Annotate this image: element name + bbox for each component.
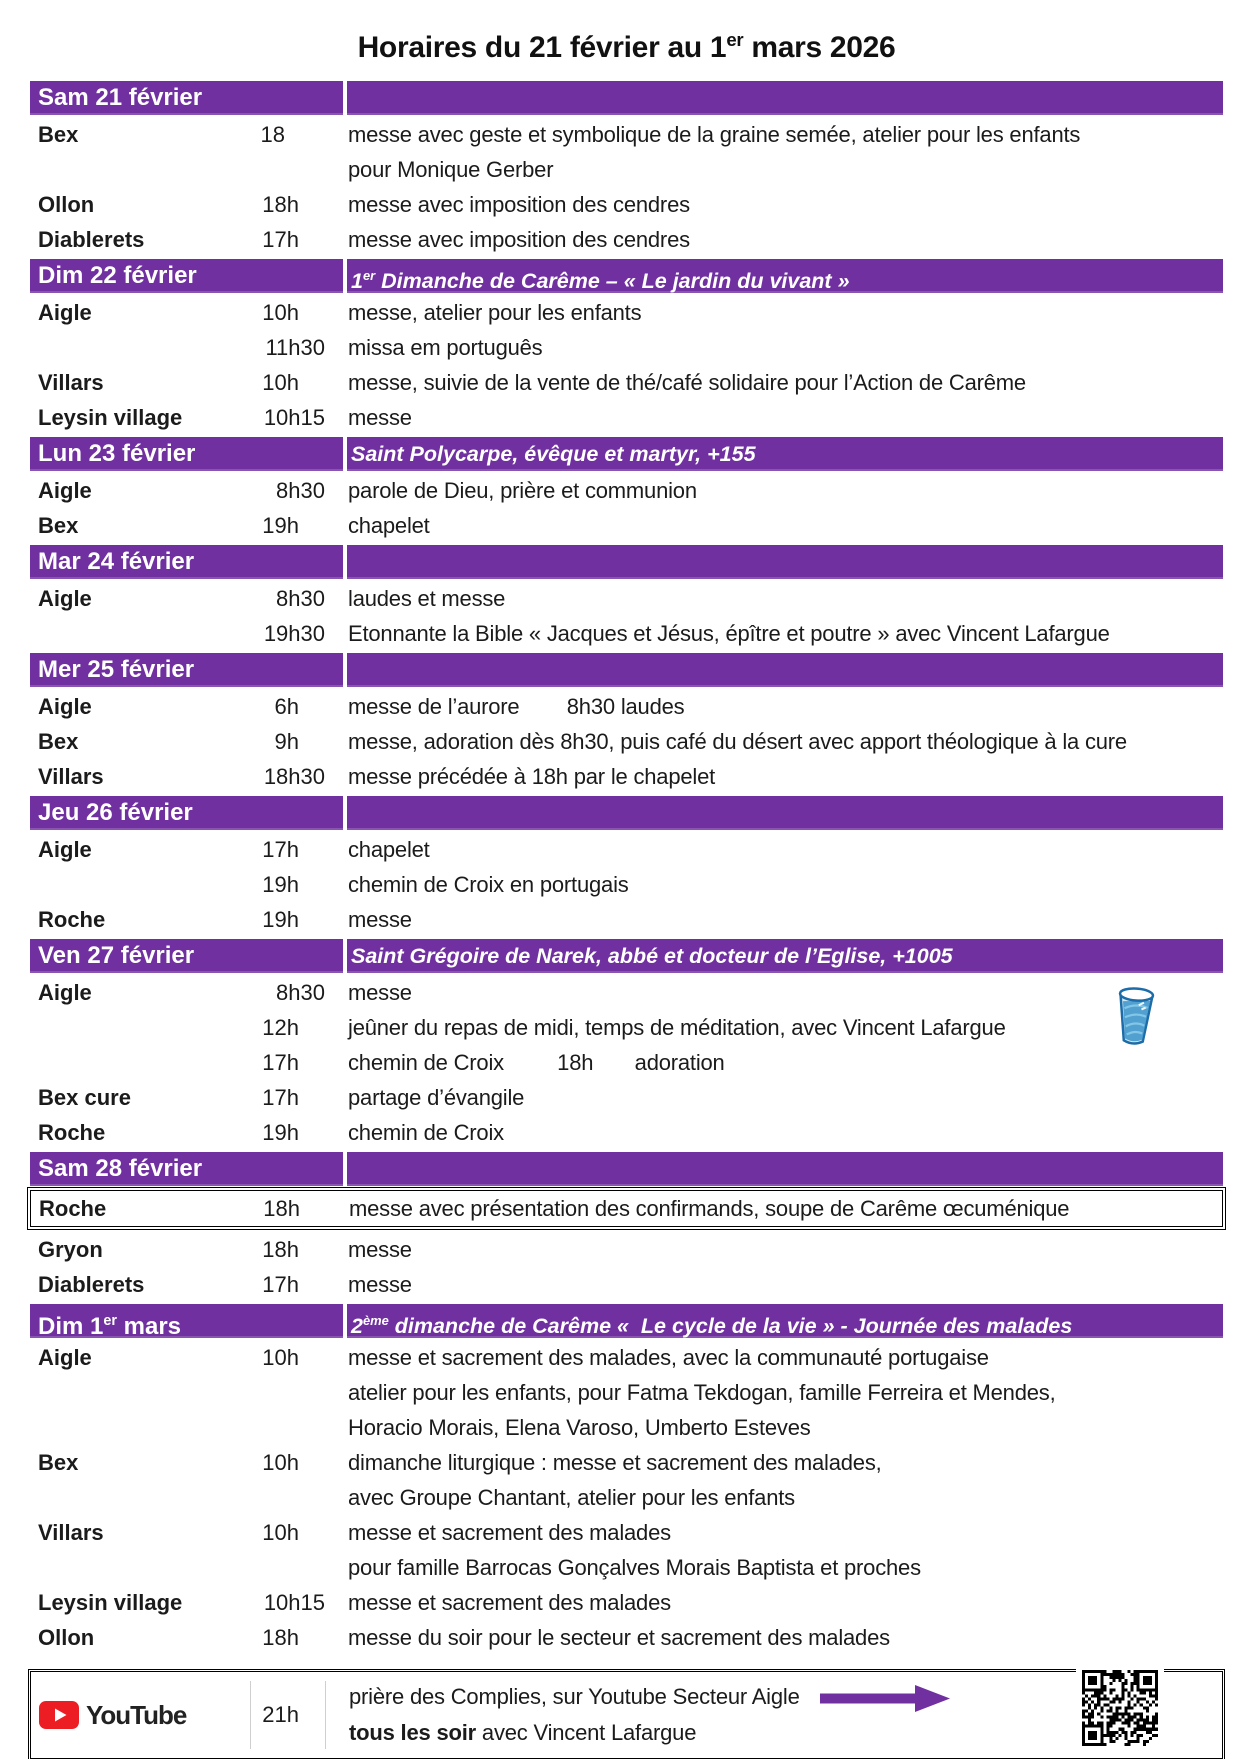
- day-label: [30, 1304, 343, 1338]
- label-text: Sam 21 février: [38, 84, 203, 111]
- description-cell: [325, 1267, 1223, 1302]
- description-cell: [325, 1620, 1223, 1655]
- schedule-row: [30, 1080, 1223, 1115]
- day-bar: [30, 1304, 1223, 1338]
- schedule-table: [30, 81, 1223, 1655]
- schedule-row: [30, 187, 1223, 222]
- description-cell: [325, 689, 1223, 724]
- day-bar: [30, 259, 1223, 293]
- time-cell: 10h: [262, 1450, 299, 1475]
- time-cell: 6h: [274, 694, 299, 719]
- label-text-end: Dimanche de Carême – « Le jardin du vivant »: [375, 269, 850, 293]
- time-cell: 18h: [263, 1196, 300, 1221]
- location-cell: Bex: [38, 122, 79, 147]
- description-cell: [325, 1585, 1223, 1620]
- time-cell: 18: [260, 122, 285, 147]
- youtube-logo: [31, 1681, 251, 1749]
- day-subtitle: [347, 545, 1223, 579]
- time-cell: 8h30: [276, 478, 325, 503]
- time-cell: 12h: [262, 1015, 299, 1040]
- location-cell: Villars: [38, 764, 104, 789]
- day-subtitle: [347, 796, 1223, 830]
- day-bar: [30, 1152, 1223, 1186]
- label-text-end: dimanche de Carême « Le cycle de la vie » - Journée des malades: [388, 1314, 1073, 1338]
- schedule-row: [30, 400, 1223, 435]
- location-cell: Ollon: [38, 1625, 95, 1650]
- time-cell: 17h: [262, 1085, 299, 1110]
- description-line: messe, adoration dès 8h30, puis café du désert avec apport théologique à la cure: [348, 729, 1127, 754]
- day-section: [30, 81, 1223, 257]
- label-text: Saint Polycarpe, évêque et martyr, +155: [351, 442, 756, 466]
- day-section: [30, 259, 1223, 435]
- day-subtitle: [347, 259, 1223, 293]
- schedule-page: [30, 0, 1223, 1759]
- day-label: [30, 81, 343, 115]
- time-cell: 17h: [262, 1050, 299, 1075]
- description-line: messe: [348, 980, 412, 1005]
- location-cell: Aigle: [38, 694, 92, 719]
- time-cell: 17h: [262, 1272, 299, 1297]
- description-cell: [325, 867, 1223, 902]
- description-cell: [325, 295, 1223, 330]
- label-text: Dim 1: [38, 1313, 104, 1340]
- description-cell: [325, 902, 1223, 937]
- day-label: [30, 437, 343, 471]
- description-line: messe: [348, 405, 412, 430]
- location-cell: Aigle: [38, 980, 92, 1005]
- time-cell: 18h30: [263, 764, 325, 789]
- label-superscript: ème: [362, 1313, 389, 1328]
- label-text: 1: [351, 269, 363, 293]
- day-label: [30, 545, 343, 579]
- description-line: partage d’évangile: [348, 1085, 525, 1110]
- description-cell: [325, 330, 1223, 365]
- schedule-row: [30, 724, 1223, 759]
- day-label: [30, 653, 343, 687]
- schedule-row: [30, 473, 1223, 508]
- description-line: messe: [348, 1272, 412, 1297]
- label-text-end: mars: [116, 1313, 182, 1340]
- description-line: atelier pour les enfants, pour Fatma Tekdogan, famille Ferreira et Mendes,: [348, 1380, 1056, 1405]
- location-cell: Villars: [38, 1520, 104, 1545]
- footer-row: [31, 1679, 1222, 1751]
- label-text: Sam 28 février: [38, 1155, 203, 1182]
- day-bar: [30, 653, 1223, 687]
- location-cell: Aigle: [38, 478, 92, 503]
- day-label: [30, 259, 343, 293]
- day-bar: [30, 545, 1223, 579]
- description-line: messe avec présentation des confirmands, soupe de Carême œcuménique: [349, 1196, 1070, 1221]
- schedule-row: [30, 1115, 1223, 1150]
- schedule-row: [30, 902, 1223, 937]
- description-line: pour famille Barrocas Gonçalves Morais Baptista et proches: [348, 1555, 921, 1580]
- time-cell: 19h: [262, 907, 299, 932]
- description-line: chapelet: [348, 513, 430, 538]
- description-cell: [325, 975, 1223, 1010]
- time-cell: 10h15: [263, 1590, 325, 1615]
- description-line: messe: [348, 907, 412, 932]
- schedule-row: [30, 616, 1223, 651]
- time-cell: 11h30: [265, 335, 325, 360]
- description-line: messe, atelier pour les enfants: [348, 300, 642, 325]
- day-label: [30, 1152, 343, 1186]
- location-cell: Villars: [38, 370, 104, 395]
- description-line: parole de Dieu, prière et communion: [348, 478, 697, 503]
- location-cell: Aigle: [38, 586, 92, 611]
- time-cell: 10h: [262, 1520, 299, 1545]
- schedule-row: [30, 1045, 1223, 1080]
- location-cell: Aigle: [38, 837, 92, 862]
- time-cell: 19h: [262, 1120, 299, 1145]
- schedule-row: [30, 1267, 1223, 1302]
- location-cell: Roche: [39, 1196, 107, 1221]
- description-line: chapelet: [348, 837, 430, 862]
- footer-time: 21h: [251, 1681, 326, 1749]
- location-cell: Roche: [38, 907, 106, 932]
- day-label: [30, 796, 343, 830]
- description-cell: [325, 508, 1223, 543]
- day-section: [30, 1152, 1223, 1302]
- day-subtitle: [347, 653, 1223, 687]
- youtube-footer: [30, 1671, 1223, 1759]
- location-cell: Leysin village: [38, 1590, 183, 1615]
- description-line: messe: [348, 1237, 412, 1262]
- time-cell: 18h: [262, 1237, 299, 1262]
- time-cell: 18h: [262, 1625, 299, 1650]
- location-cell: Roche: [38, 1120, 106, 1145]
- description-line: avec Groupe Chantant, atelier pour les enfants: [348, 1485, 795, 1510]
- description-cell: [325, 400, 1223, 435]
- schedule-row: [30, 330, 1223, 365]
- time-cell: 18h: [262, 192, 299, 217]
- day-subtitle: [347, 1152, 1223, 1186]
- description-line: jeûner du repas de midi, temps de méditation, avec Vincent Lafargue: [348, 1015, 1006, 1040]
- schedule-row: [30, 508, 1223, 543]
- location-cell: Leysin village: [38, 405, 183, 430]
- location-cell: Ollon: [38, 192, 95, 217]
- location-cell: Gryon: [38, 1237, 103, 1262]
- location-cell: Aigle: [38, 300, 92, 325]
- footer-line2-rest: avec Vincent Lafargue: [476, 1720, 697, 1745]
- description-cell: [325, 724, 1223, 759]
- schedule-row: [30, 759, 1223, 794]
- description-line: dimanche liturgique : messe et sacrement des malades,: [348, 1450, 882, 1475]
- footer-line1-text: prière des Complies, sur Youtube Secteur Aigle: [349, 1684, 800, 1709]
- description-cell: [325, 1080, 1223, 1115]
- label-text: 2: [351, 1314, 363, 1338]
- day-subtitle: [347, 1304, 1223, 1338]
- description-cell: [325, 1515, 1223, 1585]
- label-superscript: er: [103, 1313, 117, 1329]
- time-cell: 9h: [274, 729, 299, 754]
- label-text: Mar 24 février: [38, 548, 195, 575]
- time-cell: 19h: [262, 872, 299, 897]
- page-title-text: Horaires du 21 février au 1: [357, 31, 727, 64]
- schedule-row: [30, 867, 1223, 902]
- schedule-row: [30, 1515, 1223, 1585]
- description-line: messe avec imposition des cendres: [348, 192, 690, 217]
- day-subtitle: [347, 81, 1223, 115]
- day-bar: [30, 939, 1223, 973]
- location-cell: Aigle: [38, 1345, 92, 1370]
- description-line: messe avec geste et symbolique de la graine semée, atelier pour les enfants: [348, 122, 1081, 147]
- schedule-row: [30, 222, 1223, 257]
- description-line: messe du soir pour le secteur et sacrement des malades: [348, 1625, 890, 1650]
- description-line: messe, suivie de la vente de thé/café solidaire pour l’Action de Carême: [348, 370, 1026, 395]
- time-cell: 19h30: [263, 621, 325, 646]
- location-cell: Bex cure: [38, 1085, 131, 1110]
- schedule-row: [30, 1620, 1223, 1655]
- schedule-row: [30, 975, 1223, 1010]
- label-text: Lun 23 février: [38, 440, 196, 467]
- description-line: chemin de Croix: [348, 1120, 504, 1145]
- time-cell: 8h30: [276, 980, 325, 1005]
- day-section: [30, 653, 1223, 794]
- description-cell: [326, 1191, 1222, 1226]
- highlight-box: [30, 1190, 1223, 1227]
- label-text: Dim 22 février: [38, 262, 197, 289]
- day-subtitle: [347, 939, 1223, 973]
- location-cell: Bex: [38, 513, 79, 538]
- qr-code: [1076, 1664, 1164, 1752]
- schedule-row: [31, 1191, 1222, 1226]
- day-section: [30, 939, 1223, 1150]
- label-superscript: er: [362, 268, 376, 283]
- location-cell: Bex: [38, 729, 79, 754]
- location-cell: Diablerets: [38, 1272, 145, 1297]
- arrow-right-icon: [820, 1684, 950, 1713]
- description-line: messe et sacrement des malades: [348, 1520, 671, 1545]
- schedule-row: [30, 1445, 1223, 1515]
- description-cell: [325, 759, 1223, 794]
- description-line: laudes et messe: [348, 586, 506, 611]
- description-cell: [325, 365, 1223, 400]
- description-cell: [325, 1445, 1223, 1515]
- time-cell: 17h: [262, 227, 299, 252]
- description-line: messe et sacrement des malades, avec la communauté portugaise: [348, 1345, 989, 1370]
- day-label: [30, 939, 343, 973]
- description-line: messe avec imposition des cendres: [348, 227, 690, 252]
- day-section: [30, 545, 1223, 651]
- description-cell: [325, 1232, 1223, 1267]
- description-cell: [325, 832, 1223, 867]
- schedule-row: [30, 1585, 1223, 1620]
- day-section: [30, 1304, 1223, 1655]
- location-cell: Bex: [38, 1450, 79, 1475]
- schedule-row: [30, 1232, 1223, 1267]
- time-cell: 10h: [262, 1345, 299, 1370]
- description-line: messe de l’aurore 8h30 laudes: [348, 694, 685, 719]
- label-text: Saint Grégoire de Narek, abbé et docteur de l’Eglise, +1005: [351, 944, 953, 968]
- youtube-wordmark: YouTube: [86, 1699, 187, 1730]
- youtube-play-icon: [39, 1701, 79, 1729]
- footer-line2-bold: tous les soir: [349, 1720, 476, 1745]
- page-title-superscript: er: [726, 29, 744, 50]
- day-subtitle: [347, 437, 1223, 471]
- schedule-row: [30, 1010, 1223, 1045]
- description-line: missa em português: [348, 335, 543, 360]
- time-cell: 10h15: [263, 405, 325, 430]
- label-text: Mer 25 février: [38, 656, 195, 683]
- water-glass-icon: [1109, 983, 1161, 1048]
- description-line: Etonnante la Bible « Jacques et Jésus, épître et poutre » avec Vincent Lafargue: [348, 621, 1110, 646]
- description-cell: [325, 117, 1223, 187]
- schedule-row: [30, 117, 1223, 187]
- label-text: Ven 27 février: [38, 942, 195, 969]
- description-line: pour Monique Gerber: [348, 157, 554, 182]
- location-cell: Diablerets: [38, 227, 145, 252]
- description-cell: [325, 1115, 1223, 1150]
- time-cell: 8h30: [276, 586, 325, 611]
- schedule-row: [30, 832, 1223, 867]
- time-cell: 10h: [262, 370, 299, 395]
- time-cell: 17h: [262, 837, 299, 862]
- day-section: [30, 796, 1223, 937]
- description-line: messe et sacrement des malades: [348, 1590, 671, 1615]
- schedule-row: [30, 1340, 1223, 1445]
- schedule-row: [30, 295, 1223, 330]
- day-bar: [30, 796, 1223, 830]
- schedule-row: [30, 365, 1223, 400]
- description-cell: [325, 616, 1223, 651]
- description-cell: [325, 187, 1223, 222]
- description-line: chemin de Croix 18h adoration: [348, 1050, 725, 1075]
- page-title-text-end: mars 2026: [743, 31, 896, 64]
- page-title: [30, 0, 1223, 66]
- description-cell: [325, 1010, 1223, 1045]
- time-cell: 19h: [262, 513, 299, 538]
- description-cell: [325, 581, 1223, 616]
- description-cell: [325, 1340, 1223, 1445]
- description-line: chemin de Croix en portugais: [348, 872, 629, 897]
- day-bar: [30, 81, 1223, 115]
- day-bar: [30, 437, 1223, 471]
- label-text: Jeu 26 février: [38, 799, 193, 826]
- schedule-row: [30, 581, 1223, 616]
- description-line: Horacio Morais, Elena Varoso, Umberto Esteves: [348, 1415, 811, 1440]
- day-section: [30, 437, 1223, 543]
- description-cell: [325, 222, 1223, 257]
- description-cell: [325, 1045, 1223, 1080]
- schedule-row: [30, 689, 1223, 724]
- description-cell: [325, 473, 1223, 508]
- description-line: messe précédée à 18h par le chapelet: [348, 764, 716, 789]
- time-cell: 10h: [262, 300, 299, 325]
